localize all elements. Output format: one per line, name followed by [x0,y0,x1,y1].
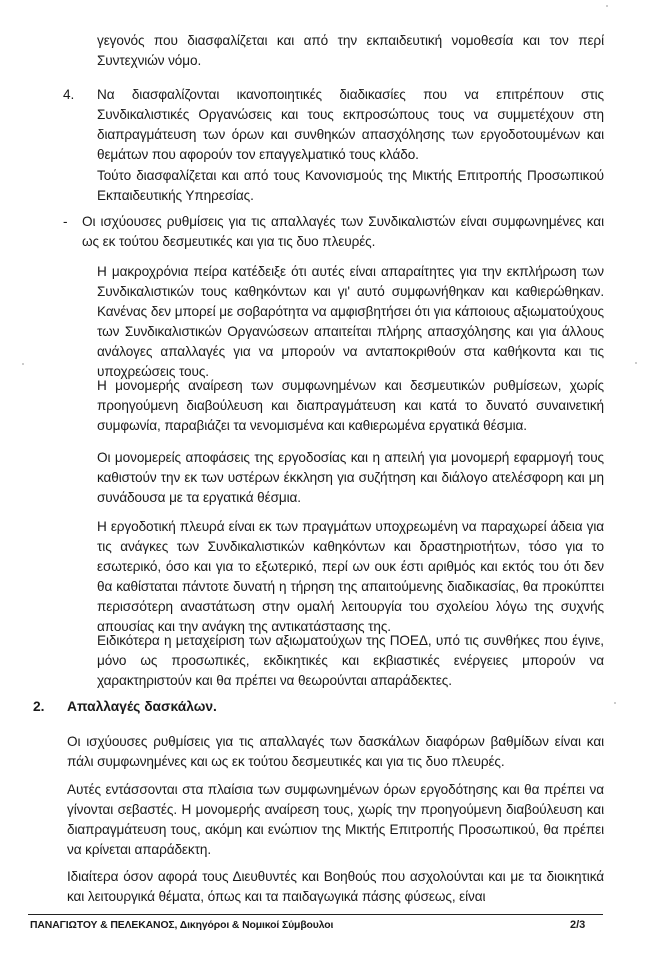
paragraph-directors: Ιδιαίτερα όσον αφορά τους Διευθυντές και Βοηθούς που ασχολούνται και με τα διοικητικά και λειτουργικά θέματα, όπως και τα παιδαγωγικά πάσης φύσεως, είναι [67,869,604,904]
paragraph-unionist-exemptions: Οι ισχύουσες ρυθμίσεις για τις απαλλαγές των Συνδικαλιστών είναι συμφωνημένες και ως εκ τούτου δεσμευτικές και για τις δυο πλευρές. [82,214,604,249]
list-item-4-text: Να διασφαλίζονται ικανοποιητικές διαδικασίες που να επιτρέπουν στις Συνδικαλιστικές Οργανώσεις και τους εκπροσώπους τους να συμμετέχουν στη διαπραγμάτευση των όρων και συνθηκών απασχόλησης των εργοδοτουμένων και θεμάτων που αφορούν τον επαγγελματικό τους κλάδο. [97,87,604,162]
list-number-4: 4. [63,87,75,102]
paragraph-employer-decisions: Οι μονομερείς αποφάσεις της εργοδοσίας και η απειλή για μονομερή εφαρμογή τους καθιστούν την εκ των υστέρων έκκληση για συζήτηση και διάλογο ατελέσφορη και μη συνάδουσα με τα εργατικά θέσμια. [97,450,604,505]
paragraph-teacher-exemptions: Οι ισχύουσες ρυθμίσεις για τις απαλλαγές των δασκάλων διαφόρων βαθμίδων είναι και πάλι συμφωνημένες και ως εκ τούτου δεσμευτικές και για τις δυο πλευρές. [67,734,604,769]
page-number: 2/3 [570,919,586,931]
paragraph-poed-officials: Ειδικότερα η μεταχείριση των αξιωματούχων της ΠΟΕΔ, υπό τις συνθήκες που έγινε, μόνο ως προσωπικές, εκδικητικές και εκβιαστικές ενέργειες μπορούν να χαρακτηριστούν και θα πρέπει να θεωρούνται απαράδεκτες. [97,633,604,688]
paragraph-framework: Αυτές εντάσσονται στα πλαίσια των συμφωνημένων όρων εργοδότησης και θα πρέπει να γίνονται σεβαστές. Η μονομερής αναίρεση τους, χωρίς την προηγούμενη διαβούλευση και διαπραγμάτευση τους, ακόμη και ενώπιον της Μικτής Επιτροπής Προσωπικού, θα πρέπει να κρίνεται απαράδεκτη. [67,782,604,857]
dash-marker: - [63,214,68,229]
scan-speck [22,363,24,365]
paragraph-experience: Η μακροχρόνια πείρα κατέδειξε ότι αυτές είναι απαραίτητες για την εκπλήρωση των Συνδικαλιστικών τους καθηκόντων και γι' αυτό συμφωνήθηκαν και καθιερώθηκαν. Κανένας δεν μπορεί με σοβαρότητα να αμφισβητήσει ότι για κάποιους αξιωματούχους των Συνδικαλιστικών Οργανώσεων απαιτείται πλήρης απασχόλησης και για άλλους ανάλογες απαλλαγές για να μπορούν να ανταποκριθούν στα καθήκοντα και τις υποχρεώσεις τους. [97,264,604,379]
section-title: Απαλλαγές δασκάλων. [67,699,217,714]
scan-speck [635,362,637,364]
scan-speck [614,702,616,704]
section-number-2: 2. [33,699,45,714]
scan-speck [606,5,608,7]
footer-firm-name: ΠΑΝΑΓΙΩΤΟΥ & ΠΕΛΕΚΑΝΟΣ, Δικηγόροι & Νομικοί Σύμβουλοι [30,920,334,931]
paragraph-unilateral-annulment: Η μονομερής αναίρεση των συμφωνημένων και δεσμευτικών ρυθμίσεων, χωρίς προηγούμενη διαβούλευση και διαπραγμάτευση και κατά το δυνατό συναινετική συμφωνία, παραβιάζει τα νενομισμένα και καθιερωμένα εργατικά θέσμια. [97,378,604,433]
footer-divider [28,914,603,915]
paragraph-employer-side: Η εργοδοτική πλευρά είναι εκ των πραγμάτων υποχρεωμένη να παραχωρεί άδεια για τις ανάγκες των Συνδικαλιστικών καθηκόντων και δραστηριοτήτων, τόσο για το εσωτερικό, όσο και για το εξωτερικό, περί ων ουκ έστι αριθμός και εκτός του ότι δεν θα καθίσταται πάντοτε δυνατή η τήρηση της απαιτούμενης διαδικασίας, θα προκύπτει περισσότερη αναστάτωση στην ομαλή λειτουργία του σχολείου λόγω της συχνής απουσίας και την ανάγκη της αντικατάστασης της. [97,519,604,634]
list-item-4-note: Τούτο διασφαλίζεται και από τους Κανονισμούς της Μικτής Επιτροπής Προσωπικού Εκπαιδευτικής Υπηρεσίας. [97,168,604,203]
paragraph-continuation: γεγονός που διασφαλίζεται και από την εκπαιδευτική νομοθεσία και τον περί Συντεχνιών νόμο. [97,33,604,68]
